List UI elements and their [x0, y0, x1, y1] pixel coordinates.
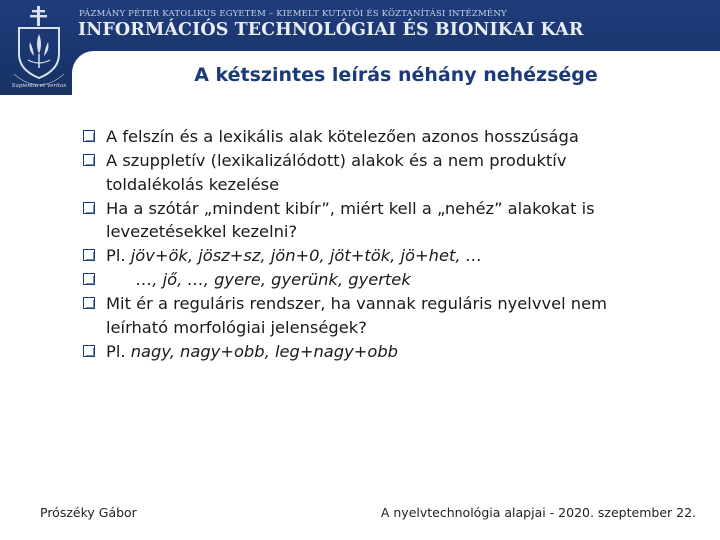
- bullet-prefix: Pl.: [106, 246, 131, 265]
- bullet-example: nagy, nagy+obb, leg+nagy+obb: [130, 341, 398, 361]
- bullet-text: A szuppletív (lexikalizálódott) alakok és a nem produktív: [106, 151, 567, 170]
- bullet-item: [83, 268, 683, 292]
- checkbox-bullet-icon: [83, 297, 95, 309]
- checkbox-bullet-icon: [83, 273, 95, 285]
- bullet-item: [83, 292, 683, 339]
- slide-title: A kétszintes leírás néhány nehézsége: [194, 64, 598, 86]
- bullet-example: …, jő, …, gyere, gyerünk, gyertek: [136, 270, 411, 289]
- bullet-item: [83, 149, 683, 196]
- bullet-text-cont: toldalékolás kezelése: [106, 174, 280, 194]
- bullet-text: Mit ér a reguláris rendszer, ha vannak reguláris nyelvvel nem: [106, 294, 608, 313]
- checkbox-bullet-icon: [83, 154, 95, 166]
- logo-motto: Sapientia et veritas: [11, 83, 67, 89]
- bullet-item: [83, 125, 683, 149]
- bullet-text: A felszín és a lexikális alak kötelezően azonos hosszúsága: [106, 127, 579, 146]
- checkbox-bullet-icon: [83, 202, 95, 214]
- bullet-text: Ha a szótár „mindent kibír”, miért kell a „nehéz” alakokat is: [106, 198, 595, 218]
- university-crest-logo: [6, 4, 72, 90]
- bullet-example: jöv+ök, jösz+sz, jön+0, jöt+tök, jö+het, …: [130, 246, 483, 265]
- checkbox-bullet-icon: [83, 249, 95, 261]
- bullet-item: [83, 244, 683, 268]
- bullet-item: [83, 197, 683, 244]
- checkbox-bullet-icon: [83, 130, 95, 142]
- bullet-list: [83, 125, 683, 364]
- institution-subtitle: PÁZMÁNY PÉTER KATOLIKUS EGYETEM – KIEMELT KUTATÓI ÉS KÖZTANÍTÁSI INTÉZMÉNY: [79, 9, 507, 19]
- checkbox-bullet-icon: [83, 345, 95, 357]
- institution-name: INFORMÁCIÓS TECHNOLÓGIAI ÉS BIONIKAI KAR: [78, 20, 584, 40]
- bullet-text-cont: leírható morfológiai jelenségek?: [106, 317, 367, 337]
- bullet-text-cont: levezetésekkel kezelni?: [106, 222, 298, 241]
- bullet-prefix: Pl.: [106, 341, 131, 361]
- footer-course: A nyelvtechnológia alapjai - 2020. szeptember 22.: [380, 505, 696, 520]
- bullet-item: [83, 340, 683, 364]
- footer-author: Prószéky Gábor: [40, 505, 137, 520]
